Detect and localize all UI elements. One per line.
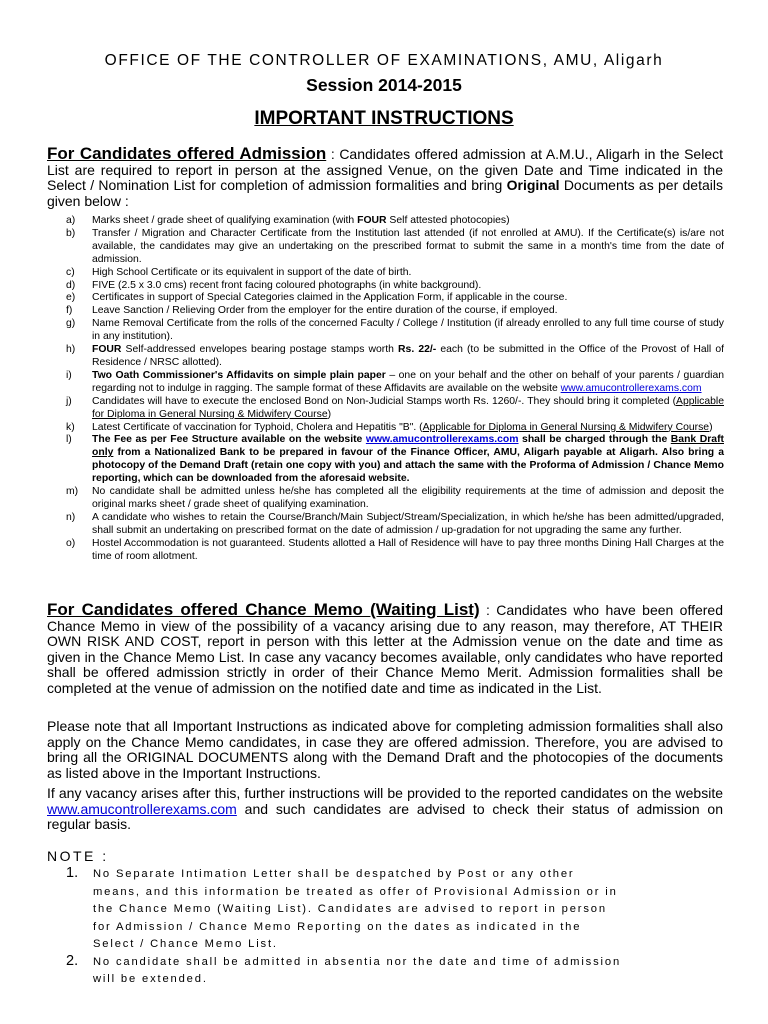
note-list	[66, 866, 626, 989]
checklist-item	[66, 228, 724, 267]
website-link[interactable]: www.amucontrollerexams.com	[560, 382, 702, 394]
note-item	[66, 866, 626, 954]
checklist-item-label: i)	[66, 369, 72, 381]
website-link[interactable]: www.amucontrollerexams.com	[47, 800, 237, 817]
session-title: Session 2014-2015	[306, 75, 462, 95]
note-item	[66, 954, 626, 989]
checklist-item-text: Hostel Accommodation is not guaranteed. Students allotted a Hall of Residence will have to pay three months Dining Hall Charges at the time of room allotment.	[92, 537, 724, 562]
chance-memo-heading: For Candidates offered Chance Memo (Waiting List)	[47, 600, 480, 619]
note-number: 2.	[66, 952, 79, 969]
checklist-item-text: The Fee as per Fee Structure available on the website	[92, 434, 366, 446]
checklist-item	[66, 486, 724, 512]
checklist-item-text: Applicable for Diploma in General Nursing & Midwifery Course	[422, 421, 710, 433]
checklist-item-label: o)	[66, 537, 76, 549]
checklist-item-text: Self attested photocopies)	[386, 215, 510, 226]
checklist-item-text: FOUR	[357, 215, 387, 226]
checklist-item-text: Transfer / Migration and Character Certificate from the Institution last attended (if not enrolled at AMU). If the Certificate(s) is/are not available, the candidates may give an undertaking on the prescribed format to submit the same in a month's time from the date of admission.	[92, 227, 724, 265]
admission-text: : Candidates offered admission at A.M.U., Aligarh in the Select List are required to report in person at the assigned Venue, on the given Date and Time indicated in the Select / Nomination List for completion of admission formalities and bring	[47, 146, 723, 193]
checklist-item-text: Self-addressed envelopes bearing postage stamps worth	[121, 344, 399, 356]
note-number: 1.	[66, 865, 79, 881]
checklist-item	[66, 512, 724, 538]
chance-memo-text: : Candidates who have been offered Chance Memo in view of the possibility of a vacancy arising due to any reason, may therefore, AT THEIR OWN RISK AND COST, report in person with this letter at the Admission venue on the date and time as given in the Chance Memo List	[47, 602, 723, 665]
checklist-item	[66, 215, 724, 228]
checklist-item-text: High School Certificate or its equivalent in support of the date of birth.	[92, 266, 412, 278]
checklist-item-text: Certificates in support of Special Categories claimed in the Application Form, if applicable in the course.	[92, 292, 568, 304]
checklist-item-text: Bank Draft only	[92, 434, 724, 459]
document-checklist	[66, 215, 724, 563]
admission-text-end: Documents as per details given below :	[47, 177, 723, 209]
note-text: No Separate Intimation Letter shall be despatched by Post or any other means, and this information be treated as offer of Provisional Admission or in the Chance Memo (Waiting List). Candidates are advised to report in person for Admission / Chance Memo Reporting on the dates as indicated in the Select / Chance Memo List.	[93, 868, 618, 950]
checklist-item-text: Leave Sanction / Relieving Order from the employer for the entire duration of the course, if employed.	[92, 305, 558, 317]
checklist-item-label: j)	[66, 395, 72, 407]
checklist-item-text: shall be charged through the	[518, 434, 671, 446]
checklist-item	[66, 422, 724, 435]
checklist-item	[66, 344, 724, 370]
checklist-item-label: g)	[66, 318, 76, 330]
checklist-item-text: A candidate who wishes to retain the Course/Branch/Main Subject/Stream/Specialization, in which he/she has been admitted/upgraded, shall submit an undertaking on prescribed format on the date of admission / up-gradation for not upgrading the same any further.	[92, 511, 724, 536]
checklist-item	[66, 538, 724, 564]
checklist-item	[66, 434, 724, 486]
checklist-item-text: No candidate shall be admitted unless he/she has completed all the eligibility requirements at the time of admission and deposit the original marks sheet / grade sheet of qualifying examination.	[92, 486, 724, 510]
checklist-item	[66, 305, 724, 318]
checklist-item-label: b)	[66, 227, 76, 239]
checklist-item-text: from a Nationalized Bank to be prepared in favour of the Finance Officer, AMU, Aligarh payable at Aligarh. Also bring a photocopy of the Demand Draft (retain one copy with you) and attach the same with the Proforma of Admission / Chance Memo reporting, which can be downloaded from the aforesaid website.	[92, 447, 724, 485]
checklist-item-text: FOUR	[92, 344, 122, 356]
checklist-item-label: d)	[66, 279, 76, 291]
checklist-item	[66, 267, 724, 280]
checklist-item-label: e)	[66, 292, 76, 304]
checklist-item-text: Applicable for Diploma in General Nursing & Midwifery Course	[92, 395, 724, 420]
checklist-item-text: FIVE (2.5 x 3.0 cms) recent front facing coloured photographs (in white background).	[92, 279, 482, 291]
checklist-item-text: Marks sheet / grade sheet of qualifying examination (with	[92, 215, 358, 226]
office-title: OFFICE OF THE CONTROLLER OF EXAMINATIONS, AMU, Aligarh	[104, 52, 664, 69]
checklist-item-label: n)	[66, 511, 76, 523]
checklist-item-label: k)	[66, 421, 75, 433]
note-title: NOTE :	[47, 848, 109, 864]
website-link[interactable]: www.amucontrollerexams.com	[365, 434, 519, 446]
checklist-item-label: h)	[66, 344, 76, 356]
checklist-item	[66, 280, 724, 293]
checklist-item-label: f)	[66, 305, 73, 317]
vacancy-text: If any vacancy arises after this, further instructions will be provided to the reported candidates on the website	[47, 785, 723, 801]
checklist-item	[66, 396, 724, 422]
checklist-item-text: )	[709, 421, 713, 433]
chance-memo-text-end: . In case any vacancy becomes available, only candidates who have reported shall be offered admission strictly in order of their Chance Memo Merit. Admission formalities shall be completed at the venue of admission on the notified date and time as indicated in the List.	[47, 648, 723, 696]
checklist-item	[66, 370, 724, 396]
checklist-item-text: )	[327, 408, 332, 420]
please-note-paragraph: Please note that all Important Instructions as indicated above for completing admission formalities shall also apply on the Chance Memo candidates, in case they are offered admission. Therefore, you are advised to bring all the ORIGINAL DOCUMENTS along with the Demand Draft and the photocopies of the documents as listed above in the Important Instructions.	[47, 718, 723, 781]
checklist-item-label: c)	[66, 266, 75, 278]
checklist-item-label: m)	[66, 486, 79, 498]
chance-memo-paragraph	[47, 602, 723, 696]
checklist-item-label: a)	[66, 215, 76, 226]
admission-paragraph	[47, 146, 723, 209]
checklist-item	[66, 318, 724, 344]
note-text: No candidate shall be admitted in absentia nor the date and time of admission will be extended.	[93, 955, 622, 985]
checklist-item-text: Name Removal Certificate from the rolls of the concerned Faculty / College / Institution (if already enrolled to any full time course of study in any institution).	[92, 318, 724, 343]
checklist-item-text: Rs. 22/-	[398, 344, 437, 356]
checklist-item-label: l)	[66, 434, 72, 446]
checklist-item-text: Latest Certificate of vaccination for Typhoid, Cholera and Hepatitis "B". (	[92, 421, 423, 433]
checklist-item-text: Candidates will have to execute the enclosed Bond on Non-Judicial Stamps worth Rs. 1260/-. They should bring it completed (	[92, 395, 677, 407]
original-keyword: Original	[506, 177, 560, 193]
checklist-item	[66, 292, 724, 305]
checklist-item-text: – one on your behalf and the other on behalf of your parents / guardian regarding not to indulge in ragging. The sample format of these Affidavits are available on the website	[92, 369, 724, 394]
checklist-item-text: each (to be submitted in the Office of the Provost of Hall of Residence / NRSC allotted).	[92, 344, 724, 368]
vacancy-text-end: and such candidates are advised to check their status of admission on regular basis.	[47, 800, 723, 832]
checklist-item-text: Two Oath Commissioner's Affidavits on simple plain paper	[92, 369, 386, 381]
page-title: IMPORTANT INSTRUCTIONS	[254, 108, 514, 129]
vacancy-paragraph	[47, 786, 723, 833]
admission-heading: For Candidates offered Admission	[47, 144, 327, 163]
